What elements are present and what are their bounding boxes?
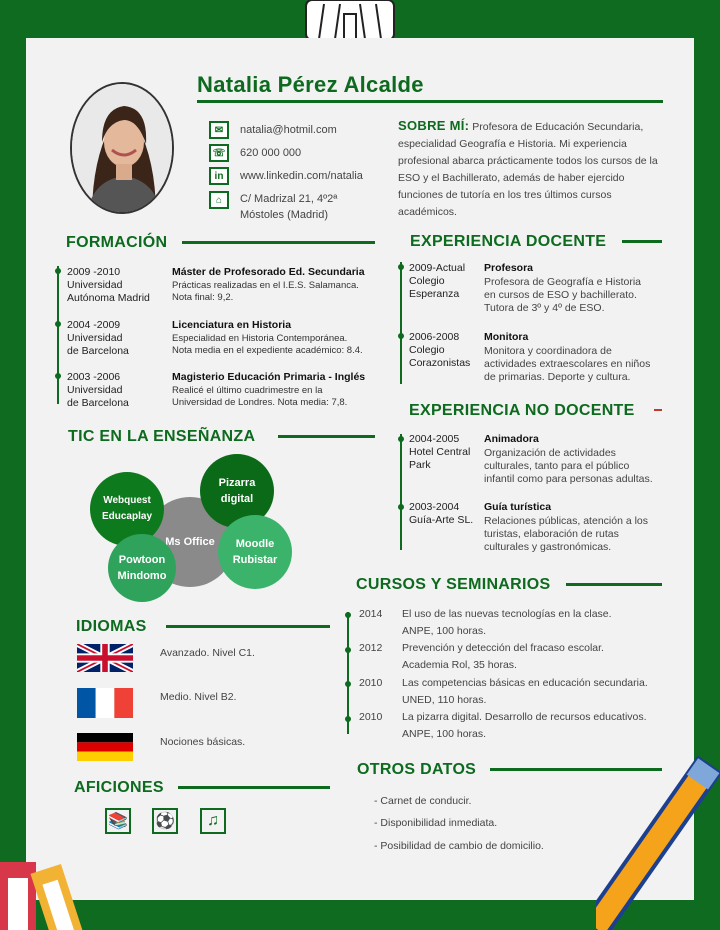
aficiones-rule [178, 786, 330, 789]
bubble-label: Webquest [103, 495, 151, 506]
exp-no-docente-timeline [400, 434, 402, 550]
exp-desc: Organización de actividades culturales, tanto para el público infantil como para personas adultas. [484, 447, 653, 485]
formacion-date: 2009 -2010 [67, 266, 121, 278]
profile-photo [70, 82, 174, 214]
timeline-dot [55, 373, 61, 379]
timeline-dot [345, 647, 351, 653]
language-level: Avanzado. Nivel C1. [160, 647, 255, 659]
timeline-dot [345, 612, 351, 618]
otros-item: - Posibilidad de cambio de domicilio. [374, 840, 544, 852]
formacion-place: Universidad de Barcelona [67, 384, 129, 409]
exp-date: 2003-2004 [409, 501, 460, 513]
exp-docente-timeline [400, 262, 402, 384]
cursos-rule [566, 583, 662, 586]
exp-title: Profesora [484, 262, 534, 274]
course-title: Prevención y detección del fracaso escolar. [402, 642, 604, 654]
formacion-timeline [57, 266, 59, 404]
bubble-label: Pizarra [218, 477, 256, 489]
contact-phone: 620 000 000 [240, 147, 302, 159]
course-title: El uso de las nuevas tecnologías en la clase. [402, 608, 612, 620]
football-player-icon: ⚽ [152, 808, 178, 834]
idiomas-rule [166, 625, 330, 628]
course-year: 2010 [359, 711, 383, 723]
otros-item: - Carnet de conducir. [374, 795, 472, 807]
bubble-powtoon [108, 534, 176, 602]
aficiones-heading: AFICIONES [74, 779, 164, 796]
uk-flag [77, 644, 133, 672]
otros-item: - Disponibilidad inmediata. [374, 817, 498, 829]
email-icon: ✉ [209, 121, 229, 139]
about-section [398, 117, 660, 221]
timeline-dot [55, 268, 61, 274]
timeline-dot [55, 321, 61, 327]
bubble-label: Mindomo [117, 570, 167, 582]
timeline-dot [398, 436, 404, 442]
exp-desc: Monitora y coordinadora de actividades extraescolares en niños de primarias. Deporte y cultura. [484, 345, 651, 383]
idiomas-heading: IDIOMAS [76, 618, 147, 635]
exp-docente-rule [622, 240, 662, 243]
exp-date: 2004-2005 [409, 433, 460, 445]
formacion-title: Licenciatura en Historia [172, 319, 292, 331]
exp-place: Colegio Esperanza [409, 275, 460, 300]
exp-title: Monitora [484, 331, 529, 343]
course-year: 2012 [359, 642, 383, 654]
language-level: Nociones básicas. [160, 736, 246, 748]
music-note-icon: ♫ [200, 808, 226, 834]
timeline-dot [398, 504, 404, 510]
formacion-title: Magisterio Educación Primaria - Inglés [172, 371, 366, 383]
contact-address-1: C/ Madrizal 21, 4º2ª [240, 193, 338, 205]
pencil-decoration [596, 750, 720, 930]
formacion-date: 2004 -2009 [67, 319, 121, 331]
formacion-desc: Especialidad en Historia Contemporánea. Nota media en el expediente académico: 8.4. [172, 333, 363, 356]
timeline-dot [398, 333, 404, 339]
course-provider: ANPE, 100 horas. [402, 625, 487, 637]
exp-date: 2006-2008 [409, 331, 460, 343]
books-icon: 📚 [105, 808, 131, 834]
timeline-dot [345, 716, 351, 722]
tic-heading: TIC EN LA ENSEÑANZA [68, 428, 256, 445]
formacion-place: Universidad de Barcelona [67, 332, 129, 357]
germany-flag [77, 733, 133, 761]
linkedin-icon: in [209, 167, 229, 185]
exp-place: Colegio Corazonistas [409, 344, 471, 369]
formacion-date: 2003 -2006 [67, 371, 121, 383]
contact-email[interactable]: natalia@hotmil.com [240, 124, 337, 136]
course-title: Las competencias básicas en educación secundaria. [402, 677, 648, 689]
bubble-moodle [218, 515, 292, 589]
books-decoration [0, 860, 100, 930]
course-provider: Academia Rol, 35 horas. [402, 659, 517, 671]
exp-no-docente-rule [654, 409, 662, 411]
formacion-title: Máster de Profesorado Ed. Secundaria [172, 266, 365, 278]
france-flag [77, 688, 133, 718]
formacion-desc: Prácticas realizadas en el I.E.S. Salamanca. Nota final: 9,2. [172, 280, 359, 303]
exp-desc: Relaciones públicas, atención a los turistas, elaboración de rutas culturales y gastronómicas. [484, 515, 649, 553]
exp-title: Animadora [484, 433, 539, 445]
tic-rule [278, 435, 375, 438]
formacion-desc: Realicé el último cuadrimestre en la Universidad de Londres. Nota media: 7,8. [172, 385, 348, 408]
exp-desc: Profesora de Geografía e Historia en cursos de ESO y bachillerato. Tutora de 3º y 4º de ESO. [484, 276, 641, 314]
bubble-label: Educaplay [101, 511, 153, 522]
language-level: Medio. Nivel B2. [160, 691, 237, 703]
timeline-dot [398, 264, 404, 270]
formacion-rule [182, 241, 375, 244]
contact-address-2: Móstoles (Madrid) [240, 209, 329, 221]
home-icon: ⌂ [209, 191, 229, 209]
course-year: 2010 [359, 677, 383, 689]
bubble-label: digital [220, 493, 254, 505]
exp-date: 2009-Actual [409, 262, 466, 274]
name-underline [197, 100, 663, 103]
exp-title: Guía turística [484, 501, 552, 513]
exp-place: Hotel Central Park [409, 446, 471, 471]
cursos-heading: CURSOS Y SEMINARIOS [356, 576, 551, 593]
about-text: Profesora de Educación Secundaria, especialidad Geografía e Historia. Mi experiencia profesional abarca prácticamente todos los cursos de la ESO y el Bachillerato, además de haber ejercido funciones de tutoría en los tres últimos cursos académicos. [398, 121, 658, 218]
exp-no-docente-heading: EXPERIENCIA NO DOCENTE [409, 402, 635, 419]
otros-heading: OTROS DATOS [357, 761, 477, 778]
bubble-label: Powtoon [118, 554, 166, 566]
bubble-label: Rubistar [232, 554, 278, 566]
phone-icon: ☏ [209, 144, 229, 162]
course-provider: UNED, 110 horas. [402, 694, 487, 706]
bubble-label: Moodle [235, 538, 275, 550]
course-provider: ANPE, 100 horas. [402, 728, 487, 740]
bubble-label: Ms Office [165, 536, 215, 548]
exp-docente-heading: EXPERIENCIA DOCENTE [410, 233, 607, 250]
contact-linkedin[interactable]: www.linkedin.com/natalia [240, 170, 363, 182]
candidate-name: Natalia Pérez Alcalde [197, 72, 424, 97]
formacion-place: Universidad Autónoma Madrid [67, 279, 150, 304]
exp-place: Guía-Arte SL. [409, 514, 474, 526]
timeline-dot [345, 681, 351, 687]
course-title: La pizarra digital. Desarrollo de recursos educativos. [402, 711, 647, 723]
formacion-heading: FORMACIÓN [66, 234, 168, 251]
course-year: 2014 [359, 608, 383, 620]
about-heading: SOBRE MÍ: [398, 118, 470, 133]
